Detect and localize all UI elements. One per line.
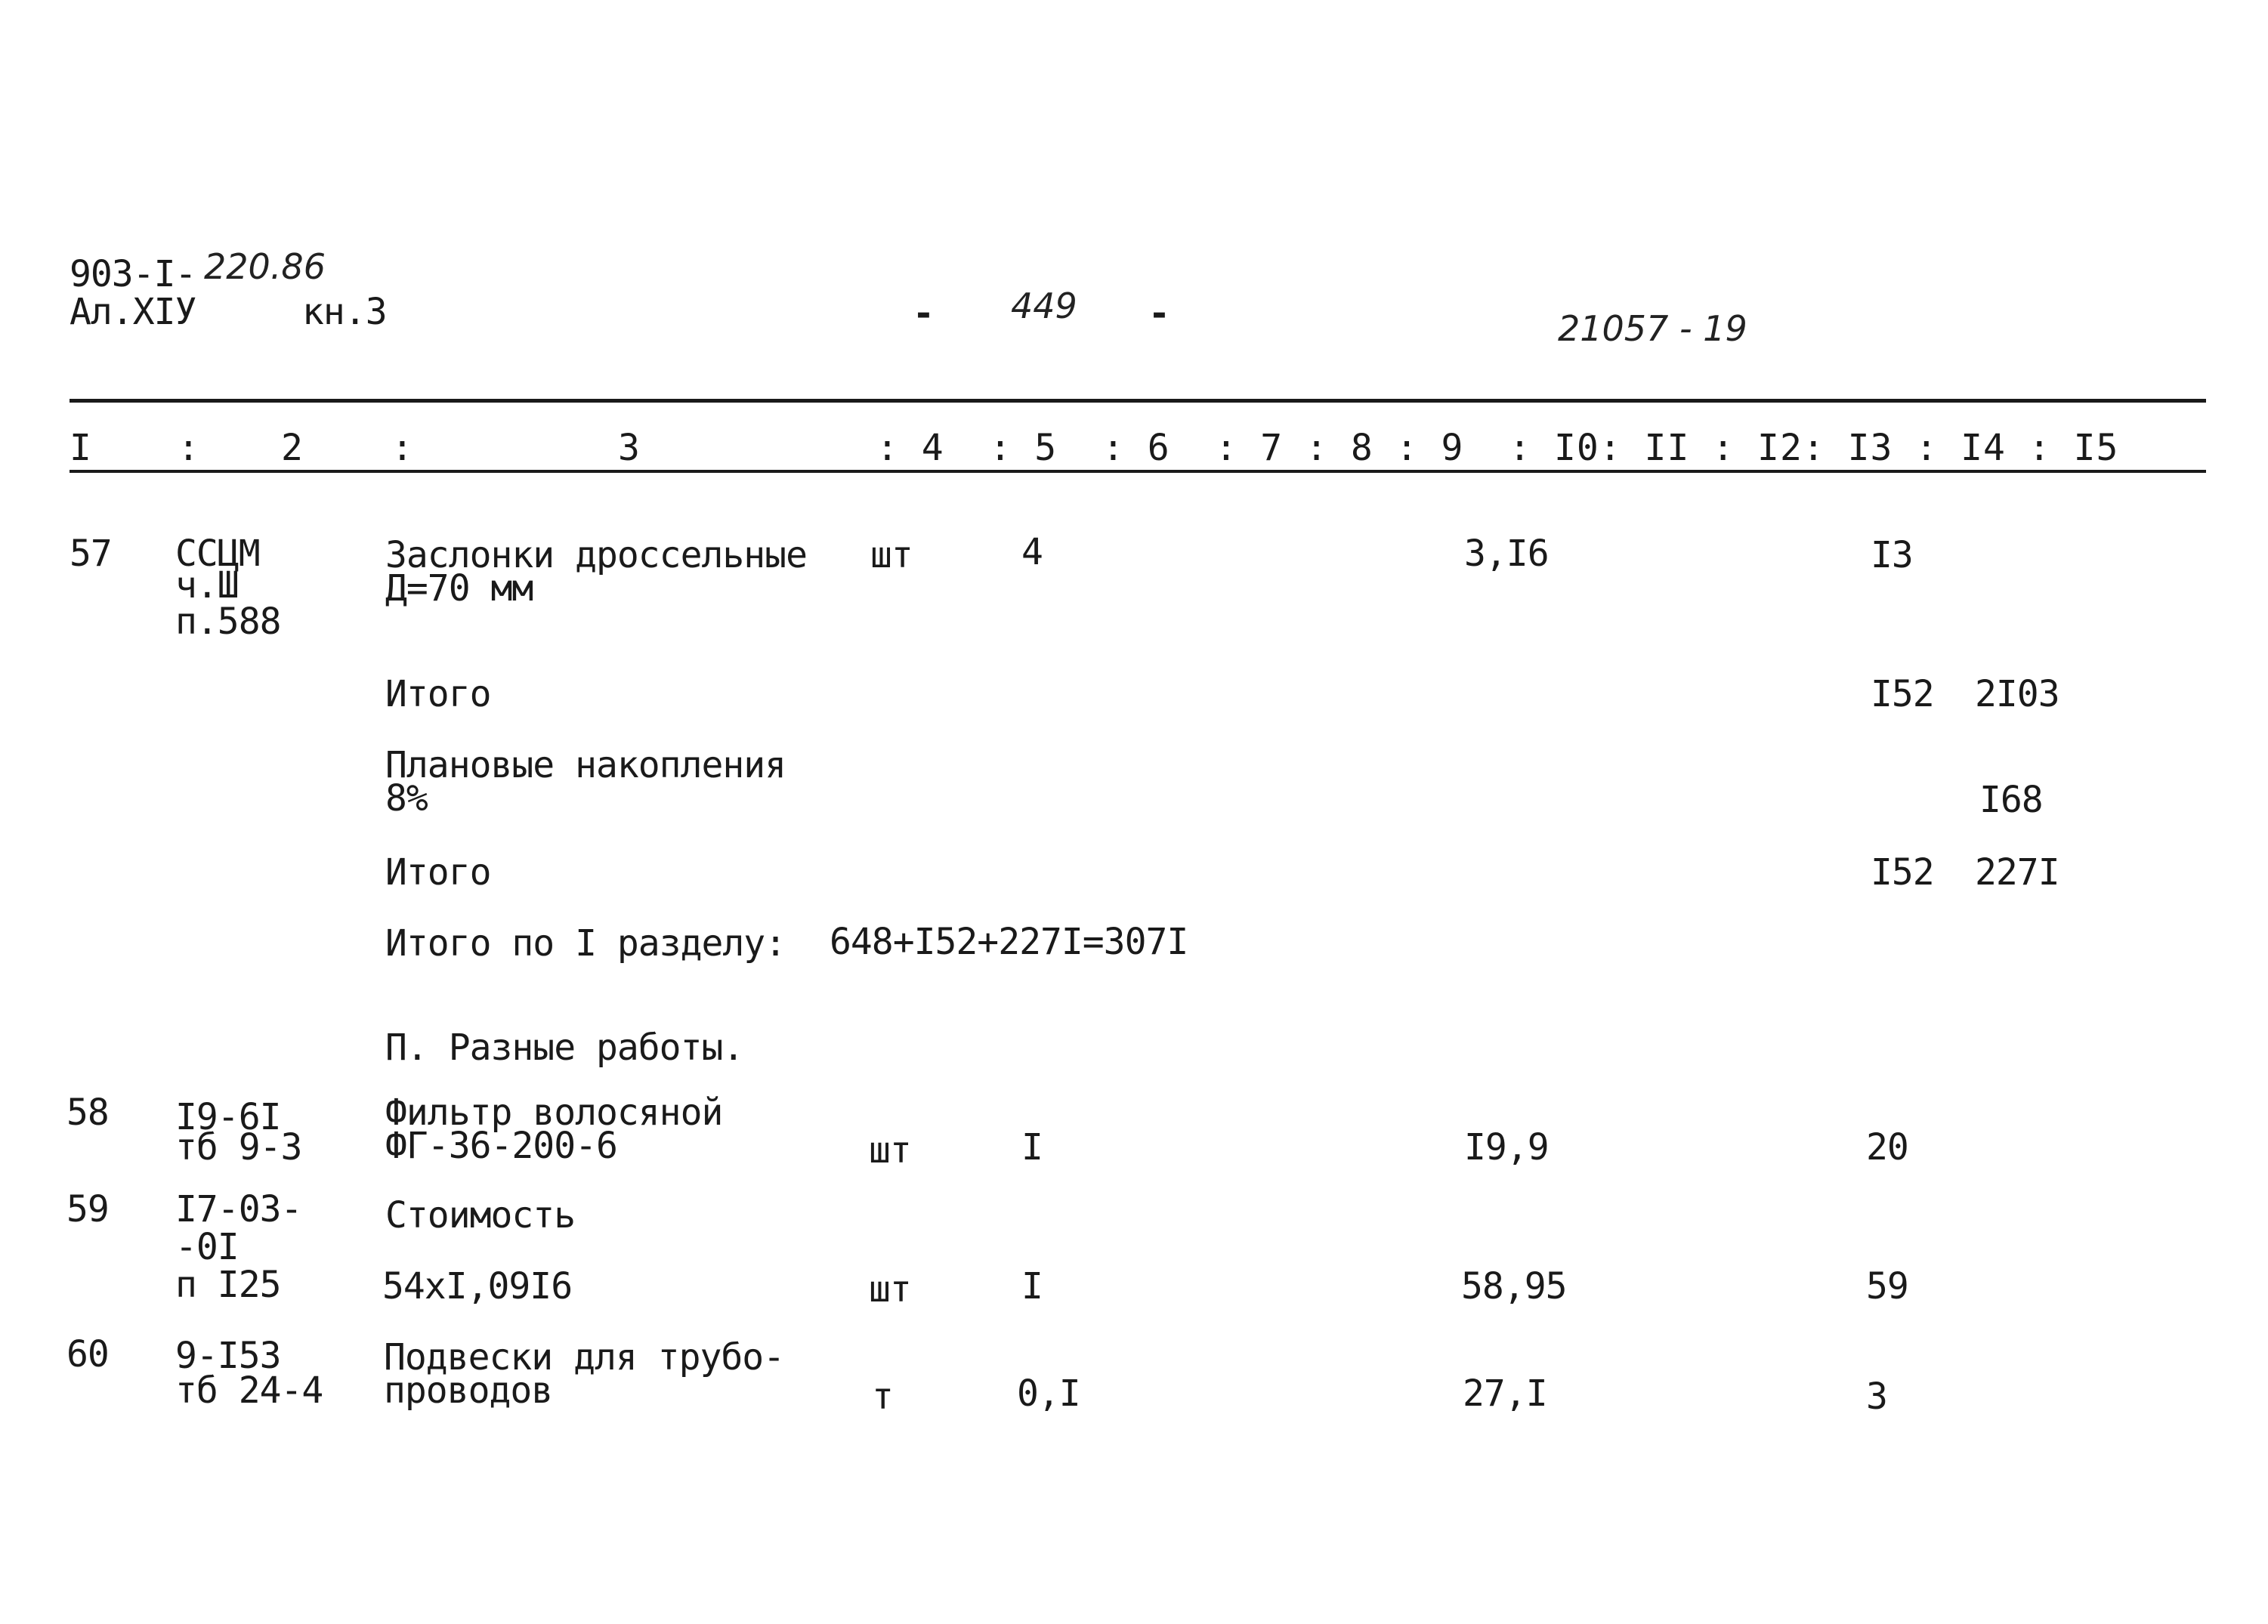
page-dash-left: - [913,292,934,335]
row-59-price: 58,95 [1461,1265,1567,1308]
section-total-label: Итого по I разделу: [385,922,786,965]
total-2-col13: 227I [1975,851,2059,894]
album-label: Ал.XIУ [70,291,196,333]
col-separator: : [178,427,199,469]
col-number-3: 3 [618,427,639,469]
row-57-code-line-1: ССЦМ [175,533,260,575]
row-57-unit: шт [870,534,913,576]
row-57-name-line-1: Заслонки дроссельные [385,534,807,576]
book-label: кн.3 [302,291,387,333]
row-58-name-line-1: Фильтр волосяной [385,1091,723,1134]
table-top-rule [70,399,2206,403]
section-total-formula: 648+I52+227I=307I [830,921,1188,963]
sheet-number-handwritten: 21057 - 19 [1558,308,1747,349]
planned-savings-label-line-2: 8% [385,777,428,820]
row-57-code-line-2: ч.Ш [175,564,239,607]
row-58-col12: 20 [1866,1126,1908,1169]
row-59-name-line-1: Стоимость [385,1194,576,1237]
row-58-code-line-1: I9-6I [175,1096,281,1138]
planned-savings-label-line-1: Плановые накопления [385,744,786,786]
column-header-rule [70,470,2206,473]
row-58-code-line-2: тб 9-3 [175,1126,302,1169]
total-1-col13: 2I03 [1975,673,2059,715]
row-57-number: 57 [70,533,112,575]
row-60-price: 27,I [1463,1372,1547,1415]
doc-code-handwritten: 220.86 [204,246,326,287]
row-58-unit: шт [869,1129,911,1172]
row-57-code-line-3: п.588 [175,601,281,643]
row-60-name-line-1: Подвески для трубо- [384,1336,785,1379]
total-2-label: Итого [385,851,491,894]
planned-savings-col13: I68 [1979,779,2043,821]
row-59-code-line-2: -0I [175,1226,239,1268]
row-59-code-line-3: п I25 [175,1264,281,1306]
page-dash-right: - [1148,292,1170,335]
row-59-col12: 59 [1866,1265,1908,1308]
total-1-label: Итого [385,673,491,715]
col-separator: : [391,427,413,469]
row-59-name-line-2: 54xI,09I6 [382,1265,573,1308]
section-2-title: П. Разные работы. [385,1027,744,1069]
row-59-unit: шт [869,1268,911,1311]
page-number-handwritten: 449 [1011,286,1077,326]
row-60-name-line-2: проводов [384,1369,553,1412]
row-57-price: 3,I6 [1464,533,1549,575]
row-60-code-line-2: тб 24-4 [175,1369,323,1412]
row-60-quantity: 0,I [1017,1372,1080,1415]
col-number-2: 2 [281,427,302,469]
row-60-col12: 3 [1866,1375,1887,1418]
total-1-col12: I52 [1871,673,1934,715]
col-numbers-4-15: : 4 : 5 : 6 : 7 : 8 : 9 : I0: II : I2: I3 : I4 : I5 [876,427,2119,469]
row-60-number: 60 [66,1333,109,1375]
row-58-price: I9,9 [1464,1126,1549,1169]
row-57-name-line-2: Д=70 мм [385,567,533,610]
row-58-number: 58 [66,1091,109,1134]
row-59-code-line-1: I7-03- [175,1188,302,1230]
row-60-unit: т [872,1375,893,1418]
row-57-col12: I3 [1871,534,1913,576]
row-59-number: 59 [66,1188,109,1230]
doc-code: 903-I- [70,253,196,295]
row-60-code-line-1: 9-I53 [175,1335,281,1377]
row-58-quantity: I [1021,1126,1043,1169]
row-57-quantity: 4 [1021,531,1043,573]
total-2-col12: I52 [1871,851,1934,894]
row-58-name-line-2: ФГ-36-200-6 [385,1125,617,1167]
row-59-quantity: I [1021,1265,1043,1308]
col-number-1: I [70,427,91,469]
